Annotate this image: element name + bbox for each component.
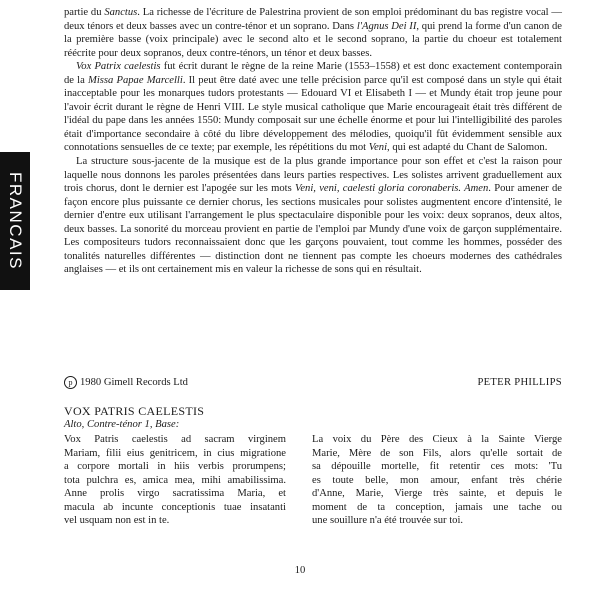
latin-text [64,433,286,528]
french-line: La voix du Père des Cieux à la Sainte Vierge [312,434,562,445]
paragraph-palestrina: partie du Sanctus. La richesse de l'écriture de Palestrina provient de son emploi prédominant du bas registre vocal — deux ténors et deux basses avec un contre-ténor et un soprano. Dans l'Agnus Dei II, qui prend la forme d'un canon de la première basse (voix principale) avec le second alto et le second soprano, la partie du choeur est totalement réécrite pour deux sopranos, deux contre-ténors, un ténor et deux basses. [64,7,562,59]
latin-line: tota pulchra es, amica mea, mihi amabilissima. [64,474,286,486]
essay-text [64,6,562,277]
french-line: d'Anne, Marie, Vierge très sainte, et depuis le [312,488,562,500]
copyright-text: 1980 Gimell Records Ltd [80,377,188,388]
page-number: 10 [294,565,306,576]
motet-title: VOX PATRIS CAELESTIS [64,404,205,418]
latin-line: vel usquam non est in te. [64,515,170,527]
french-line: Marie, Mère de son Fils, alors qu'elle sortait de [312,447,562,459]
latin-line: macula ab incunte conceptionis tuae insatanti [64,501,286,513]
french-translation [312,433,562,528]
french-line: es toute belle, mon amour, enfant très chérie [312,474,562,486]
french-line: une souillure n'a été trouvée sur toi. [312,515,464,527]
latin-line: Mariam, filii eius genitricem, in cius migratione [64,447,286,459]
latin-line: Vox Patris caelestis ad sacram virginem [64,434,286,445]
motet-voices: Alto, Contre-ténor 1, Base: [64,419,180,430]
phonogram-copyright-icon: p [64,376,77,389]
latin-line: Anne prolis virgo sacratissima Maria, et [64,488,286,500]
language-tab-label: FRANCAIS [6,172,25,270]
french-line: moment de ta conception, jamais une tache ou [312,501,562,513]
copyright-notice [64,376,188,390]
latin-line: a corpore mortali in hiis verbis prorumpens; [64,461,286,473]
credit-line [64,376,562,390]
paragraph-structure: La structure sous-jacente de la musique est de la plus grande importance pour son effet et c'est la raison pour laquelle nous donnons les paroles présentées dans leurs parties respectives. Les solistes arrivent graduellement aux trois chorus, dont le dernier est l'apogée sur les mots Veni, veni, caelesti gloria coronaberis. Amen. Pour amener de façon encore plus puissante ce dernier chorus, les sections musicales pour solistes augmentent encore d'intensité, le dernier d'entre eux utilisant l'arrangement le plus spectaculaire disponible pour les voix: deux sopranos, deux altos, deux basses. La sonorité du morceau provient en partie de l'emploi par Mundy d'une voix de garçon supplémentaire. Les compositeurs tudors reconnaissaient donc que les garçons pouvaient, tout comme les hommes, posséder des tonalités naturelles différentes — distinction dont ne tiennent pas compte les choeurs modernes des cathédrales anglaises — et ils ont certainement mis en valeur la richesse de sons qui en résultait. [64,156,562,276]
author-name: PETER PHILLIPS [477,377,562,388]
french-line: sa dépouille mortelle, fit retentir ces mots: 'Tu [312,461,562,473]
paragraph-vox-patris: Vox Patrix caelestis fut écrit durant le règne de la reine Marie (1553–1558) et est donc exactement contemporain de la Missa Papae Marcelli. Il peut être daté avec une telle précision parce qu'il est composé dans un style qui était inacceptable pour les monarques tudors protestants — Edouard VI et Elisabeth I — et Mundy était trop jeune pour l'avoir écrit durant le règne de Henri VIII. Le style musical catholique que Marie encourageait était très différent de l'idéal du pape dans les années 1550: Mundy composait sur une échelle énorme et pour lui l'intelligibilité des paroles était d'importance secondaire à côté du libre développement des mélodies, quoiqu'il fût évidemment sensible aux connotations sensuelles de ce texte; par exemple, les répétitions du mot Veni, qui est adapté du Chant de Salomon. [64,61,562,154]
language-tab [0,152,30,290]
